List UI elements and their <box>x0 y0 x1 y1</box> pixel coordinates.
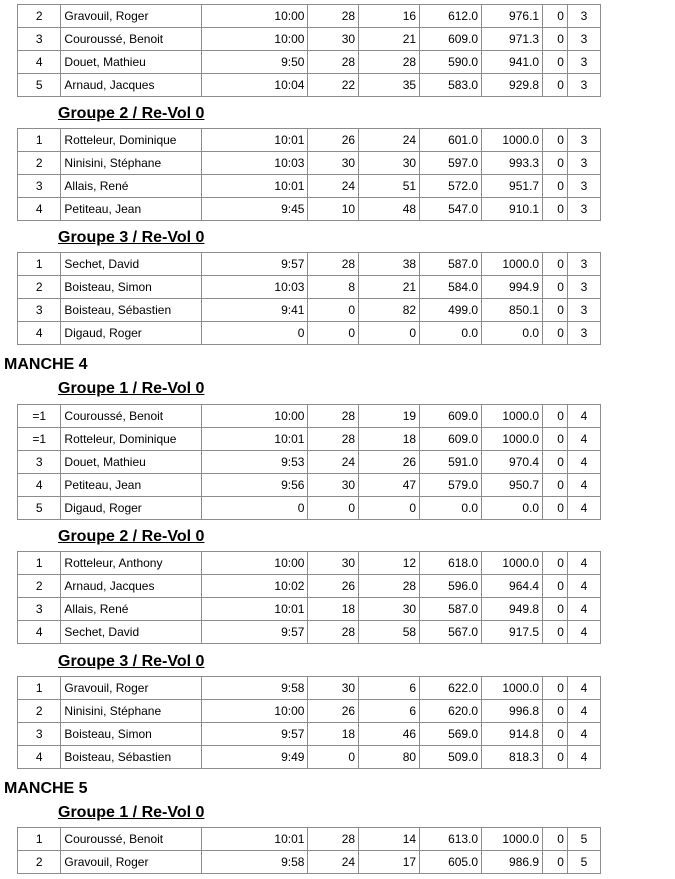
pilot-name-cell: Rotteleur, Dominique <box>61 428 202 451</box>
group-heading: Groupe 1 / Re-Vol 0 <box>58 380 205 397</box>
normalized-score-cell: 0.0 <box>482 322 543 345</box>
raw-score-cell: 612.0 <box>420 5 482 28</box>
normalized-score-cell: 964.4 <box>482 575 543 598</box>
manche-cell: 5 <box>567 828 600 851</box>
table-row <box>18 428 601 451</box>
landing-cell: 28 <box>308 253 359 276</box>
height-cell: 26 <box>359 451 420 474</box>
manche-cell: 4 <box>567 575 600 598</box>
normalized-score-cell: 1000.0 <box>482 428 543 451</box>
manche-heading: MANCHE 5 <box>4 780 88 797</box>
manche-cell: 3 <box>567 129 600 152</box>
penalty-cell: 0 <box>543 253 568 276</box>
table-row <box>18 723 601 746</box>
landing-cell: 26 <box>308 575 359 598</box>
height-cell: 6 <box>359 700 420 723</box>
raw-score-cell: 609.0 <box>420 28 482 51</box>
manche-cell: 3 <box>567 175 600 198</box>
penalty-cell: 0 <box>543 175 568 198</box>
rank-cell: 2 <box>18 276 61 299</box>
pilot-name-cell: Digaud, Roger <box>61 322 202 345</box>
manche-cell: 4 <box>567 621 600 644</box>
rank-cell: 1 <box>18 677 61 700</box>
rank-cell: 4 <box>18 474 61 497</box>
manche-cell: 4 <box>567 428 600 451</box>
rank-cell: 3 <box>18 175 61 198</box>
manche-heading: MANCHE 4 <box>4 356 88 373</box>
height-cell: 0 <box>359 322 420 345</box>
height-cell: 21 <box>359 28 420 51</box>
rank-cell: 2 <box>18 700 61 723</box>
table-row <box>18 451 601 474</box>
results-table <box>17 404 601 520</box>
rank-cell: 4 <box>18 51 61 74</box>
penalty-cell: 0 <box>543 621 568 644</box>
pilot-name-cell: Boisteau, Simon <box>61 723 202 746</box>
landing-cell: 30 <box>308 28 359 51</box>
flight-time-cell: 10:03 <box>201 152 307 175</box>
table-row <box>18 253 601 276</box>
pilot-name-cell: Ninisini, Stéphane <box>61 152 202 175</box>
raw-score-cell: 609.0 <box>420 405 482 428</box>
manche-cell: 3 <box>567 5 600 28</box>
raw-score-cell: 579.0 <box>420 474 482 497</box>
rank-cell: 1 <box>18 253 61 276</box>
height-cell: 38 <box>359 253 420 276</box>
penalty-cell: 0 <box>543 276 568 299</box>
height-cell: 21 <box>359 276 420 299</box>
landing-cell: 26 <box>308 700 359 723</box>
rank-cell: 4 <box>18 621 61 644</box>
manche-cell: 3 <box>567 299 600 322</box>
penalty-cell: 0 <box>543 828 568 851</box>
landing-cell: 10 <box>308 198 359 221</box>
pilot-name-cell: Rotteleur, Dominique <box>61 129 202 152</box>
results-table <box>17 4 601 97</box>
penalty-cell: 0 <box>543 198 568 221</box>
table-row <box>18 322 601 345</box>
table-row <box>18 677 601 700</box>
table-row <box>18 598 601 621</box>
manche-cell: 3 <box>567 152 600 175</box>
results-table <box>17 551 601 644</box>
manche-cell: 3 <box>567 276 600 299</box>
manche-cell: 4 <box>567 405 600 428</box>
normalized-score-cell: 993.3 <box>482 152 543 175</box>
manche-cell: 3 <box>567 253 600 276</box>
landing-cell: 0 <box>308 299 359 322</box>
normalized-score-cell: 941.0 <box>482 51 543 74</box>
height-cell: 35 <box>359 74 420 97</box>
rank-cell: 3 <box>18 451 61 474</box>
rank-cell: 3 <box>18 28 61 51</box>
raw-score-cell: 0.0 <box>420 322 482 345</box>
rank-cell: 2 <box>18 5 61 28</box>
rank-cell: 2 <box>18 851 61 874</box>
flight-time-cell: 10:01 <box>201 598 307 621</box>
table-row <box>18 851 601 874</box>
manche-cell: 3 <box>567 74 600 97</box>
manche-cell: 4 <box>567 746 600 769</box>
normalized-score-cell: 818.3 <box>482 746 543 769</box>
height-cell: 51 <box>359 175 420 198</box>
normalized-score-cell: 970.4 <box>482 451 543 474</box>
landing-cell: 24 <box>308 851 359 874</box>
table-row <box>18 474 601 497</box>
normalized-score-cell: 1000.0 <box>482 677 543 700</box>
landing-cell: 0 <box>308 746 359 769</box>
manche-cell: 4 <box>567 723 600 746</box>
landing-cell: 8 <box>308 276 359 299</box>
table-row <box>18 700 601 723</box>
flight-time-cell: 9:58 <box>201 851 307 874</box>
penalty-cell: 0 <box>543 451 568 474</box>
raw-score-cell: 605.0 <box>420 851 482 874</box>
height-cell: 0 <box>359 497 420 520</box>
table-row <box>18 497 601 520</box>
rank-cell: 4 <box>18 322 61 345</box>
penalty-cell: 0 <box>543 299 568 322</box>
raw-score-cell: 587.0 <box>420 253 482 276</box>
pilot-name-cell: Allais, René <box>61 598 202 621</box>
table-row <box>18 405 601 428</box>
table-row <box>18 51 601 74</box>
pilot-name-cell: Rotteleur, Anthony <box>61 552 202 575</box>
flight-time-cell: 10:00 <box>201 700 307 723</box>
height-cell: 28 <box>359 575 420 598</box>
table-row <box>18 198 601 221</box>
flight-time-cell: 10:00 <box>201 5 307 28</box>
rank-cell: 5 <box>18 74 61 97</box>
flight-time-cell: 0 <box>201 322 307 345</box>
penalty-cell: 0 <box>543 497 568 520</box>
penalty-cell: 0 <box>543 723 568 746</box>
raw-score-cell: 547.0 <box>420 198 482 221</box>
raw-score-cell: 596.0 <box>420 575 482 598</box>
rank-cell: 3 <box>18 723 61 746</box>
penalty-cell: 0 <box>543 598 568 621</box>
results-table <box>17 252 601 345</box>
raw-score-cell: 0.0 <box>420 497 482 520</box>
rank-cell: 2 <box>18 152 61 175</box>
table-row <box>18 828 601 851</box>
rank-cell: 3 <box>18 299 61 322</box>
raw-score-cell: 569.0 <box>420 723 482 746</box>
rank-cell: =1 <box>18 428 61 451</box>
pilot-name-cell: Ninisini, Stéphane <box>61 700 202 723</box>
raw-score-cell: 509.0 <box>420 746 482 769</box>
landing-cell: 22 <box>308 74 359 97</box>
height-cell: 48 <box>359 198 420 221</box>
penalty-cell: 0 <box>543 746 568 769</box>
rank-cell: 1 <box>18 552 61 575</box>
manche-cell: 4 <box>567 700 600 723</box>
landing-cell: 24 <box>308 175 359 198</box>
pilot-name-cell: Boisteau, Sébastien <box>61 299 202 322</box>
pilot-name-cell: Digaud, Roger <box>61 497 202 520</box>
pilot-name-cell: Arnaud, Jacques <box>61 575 202 598</box>
flight-time-cell: 9:56 <box>201 474 307 497</box>
normalized-score-cell: 949.8 <box>482 598 543 621</box>
penalty-cell: 0 <box>543 428 568 451</box>
manche-cell: 3 <box>567 28 600 51</box>
height-cell: 19 <box>359 405 420 428</box>
height-cell: 18 <box>359 428 420 451</box>
penalty-cell: 0 <box>543 51 568 74</box>
landing-cell: 28 <box>308 621 359 644</box>
raw-score-cell: 618.0 <box>420 552 482 575</box>
landing-cell: 26 <box>308 129 359 152</box>
results-table <box>17 128 601 221</box>
table-row <box>18 552 601 575</box>
pilot-name-cell: Sechet, David <box>61 621 202 644</box>
normalized-score-cell: 914.8 <box>482 723 543 746</box>
penalty-cell: 0 <box>543 152 568 175</box>
pilot-name-cell: Gravouil, Roger <box>61 677 202 700</box>
table-row <box>18 299 601 322</box>
table-row <box>18 129 601 152</box>
normalized-score-cell: 951.7 <box>482 175 543 198</box>
penalty-cell: 0 <box>543 322 568 345</box>
flight-time-cell: 10:02 <box>201 575 307 598</box>
rank-cell: 4 <box>18 746 61 769</box>
landing-cell: 28 <box>308 5 359 28</box>
flight-time-cell: 9:45 <box>201 198 307 221</box>
landing-cell: 30 <box>308 552 359 575</box>
table-row <box>18 276 601 299</box>
landing-cell: 18 <box>308 723 359 746</box>
pilot-name-cell: Arnaud, Jacques <box>61 74 202 97</box>
penalty-cell: 0 <box>543 405 568 428</box>
raw-score-cell: 613.0 <box>420 828 482 851</box>
normalized-score-cell: 929.8 <box>482 74 543 97</box>
table-row <box>18 621 601 644</box>
landing-cell: 24 <box>308 451 359 474</box>
raw-score-cell: 590.0 <box>420 51 482 74</box>
results-table <box>17 827 601 874</box>
height-cell: 30 <box>359 598 420 621</box>
pilot-name-cell: Petiteau, Jean <box>61 198 202 221</box>
pilot-name-cell: Gravouil, Roger <box>61 851 202 874</box>
flight-time-cell: 10:01 <box>201 129 307 152</box>
flight-time-cell: 9:41 <box>201 299 307 322</box>
flight-time-cell: 9:58 <box>201 677 307 700</box>
landing-cell: 30 <box>308 474 359 497</box>
penalty-cell: 0 <box>543 5 568 28</box>
manche-cell: 3 <box>567 51 600 74</box>
normalized-score-cell: 986.9 <box>482 851 543 874</box>
penalty-cell: 0 <box>543 575 568 598</box>
flight-time-cell: 10:01 <box>201 428 307 451</box>
penalty-cell: 0 <box>543 474 568 497</box>
landing-cell: 0 <box>308 497 359 520</box>
raw-score-cell: 567.0 <box>420 621 482 644</box>
table-row <box>18 5 601 28</box>
rank-cell: 3 <box>18 598 61 621</box>
table-row <box>18 74 601 97</box>
results-table <box>17 676 601 769</box>
rank-cell: 4 <box>18 198 61 221</box>
penalty-cell: 0 <box>543 851 568 874</box>
manche-cell: 4 <box>567 451 600 474</box>
normalized-score-cell: 1000.0 <box>482 253 543 276</box>
landing-cell: 30 <box>308 677 359 700</box>
rank-cell: 2 <box>18 575 61 598</box>
pilot-name-cell: Petiteau, Jean <box>61 474 202 497</box>
normalized-score-cell: 1000.0 <box>482 129 543 152</box>
flight-time-cell: 10:00 <box>201 552 307 575</box>
pilot-name-cell: Douet, Mathieu <box>61 51 202 74</box>
manche-cell: 4 <box>567 474 600 497</box>
rank-cell: 1 <box>18 129 61 152</box>
penalty-cell: 0 <box>543 74 568 97</box>
height-cell: 24 <box>359 129 420 152</box>
landing-cell: 28 <box>308 51 359 74</box>
flight-time-cell: 9:57 <box>201 723 307 746</box>
group-heading: Groupe 2 / Re-Vol 0 <box>58 528 205 545</box>
group-heading: Groupe 3 / Re-Vol 0 <box>58 229 205 246</box>
raw-score-cell: 622.0 <box>420 677 482 700</box>
pilot-name-cell: Allais, René <box>61 175 202 198</box>
rank-cell: 1 <box>18 828 61 851</box>
height-cell: 12 <box>359 552 420 575</box>
manche-cell: 4 <box>567 677 600 700</box>
flight-time-cell: 9:53 <box>201 451 307 474</box>
pilot-name-cell: Boisteau, Simon <box>61 276 202 299</box>
manche-cell: 4 <box>567 497 600 520</box>
height-cell: 82 <box>359 299 420 322</box>
landing-cell: 28 <box>308 428 359 451</box>
rank-cell: 5 <box>18 497 61 520</box>
raw-score-cell: 591.0 <box>420 451 482 474</box>
pilot-name-cell: Couroussé, Benoit <box>61 828 202 851</box>
landing-cell: 18 <box>308 598 359 621</box>
landing-cell: 0 <box>308 322 359 345</box>
flight-time-cell: 10:00 <box>201 28 307 51</box>
raw-score-cell: 587.0 <box>420 598 482 621</box>
height-cell: 6 <box>359 677 420 700</box>
flight-time-cell: 10:00 <box>201 405 307 428</box>
manche-cell: 3 <box>567 198 600 221</box>
normalized-score-cell: 1000.0 <box>482 828 543 851</box>
pilot-name-cell: Couroussé, Benoit <box>61 405 202 428</box>
flight-time-cell: 10:03 <box>201 276 307 299</box>
normalized-score-cell: 850.1 <box>482 299 543 322</box>
raw-score-cell: 601.0 <box>420 129 482 152</box>
raw-score-cell: 584.0 <box>420 276 482 299</box>
normalized-score-cell: 917.5 <box>482 621 543 644</box>
height-cell: 47 <box>359 474 420 497</box>
normalized-score-cell: 996.8 <box>482 700 543 723</box>
pilot-name-cell: Douet, Mathieu <box>61 451 202 474</box>
flight-time-cell: 10:04 <box>201 74 307 97</box>
normalized-score-cell: 994.9 <box>482 276 543 299</box>
pilot-name-cell: Boisteau, Sébastien <box>61 746 202 769</box>
flight-time-cell: 9:49 <box>201 746 307 769</box>
normalized-score-cell: 971.3 <box>482 28 543 51</box>
pilot-name-cell: Sechet, David <box>61 253 202 276</box>
raw-score-cell: 620.0 <box>420 700 482 723</box>
flight-time-cell: 9:57 <box>201 253 307 276</box>
normalized-score-cell: 976.1 <box>482 5 543 28</box>
manche-cell: 3 <box>567 322 600 345</box>
height-cell: 17 <box>359 851 420 874</box>
height-cell: 46 <box>359 723 420 746</box>
normalized-score-cell: 0.0 <box>482 497 543 520</box>
raw-score-cell: 572.0 <box>420 175 482 198</box>
group-heading: Groupe 2 / Re-Vol 0 <box>58 105 205 122</box>
group-heading: Groupe 1 / Re-Vol 0 <box>58 804 205 821</box>
manche-cell: 4 <box>567 552 600 575</box>
penalty-cell: 0 <box>543 700 568 723</box>
height-cell: 14 <box>359 828 420 851</box>
flight-time-cell: 10:01 <box>201 828 307 851</box>
landing-cell: 30 <box>308 152 359 175</box>
normalized-score-cell: 1000.0 <box>482 405 543 428</box>
manche-cell: 5 <box>567 851 600 874</box>
manche-cell: 4 <box>567 598 600 621</box>
table-row <box>18 575 601 598</box>
rank-cell: =1 <box>18 405 61 428</box>
height-cell: 58 <box>359 621 420 644</box>
raw-score-cell: 597.0 <box>420 152 482 175</box>
table-row <box>18 28 601 51</box>
raw-score-cell: 499.0 <box>420 299 482 322</box>
normalized-score-cell: 910.1 <box>482 198 543 221</box>
penalty-cell: 0 <box>543 28 568 51</box>
pilot-name-cell: Gravouil, Roger <box>61 5 202 28</box>
table-row <box>18 152 601 175</box>
penalty-cell: 0 <box>543 552 568 575</box>
flight-time-cell: 10:01 <box>201 175 307 198</box>
normalized-score-cell: 1000.0 <box>482 552 543 575</box>
flight-time-cell: 0 <box>201 497 307 520</box>
height-cell: 30 <box>359 152 420 175</box>
group-heading: Groupe 3 / Re-Vol 0 <box>58 653 205 670</box>
landing-cell: 28 <box>308 405 359 428</box>
flight-time-cell: 9:50 <box>201 51 307 74</box>
height-cell: 28 <box>359 51 420 74</box>
penalty-cell: 0 <box>543 677 568 700</box>
height-cell: 80 <box>359 746 420 769</box>
raw-score-cell: 583.0 <box>420 74 482 97</box>
penalty-cell: 0 <box>543 129 568 152</box>
pilot-name-cell: Couroussé, Benoit <box>61 28 202 51</box>
table-row <box>18 175 601 198</box>
raw-score-cell: 609.0 <box>420 428 482 451</box>
table-row <box>18 746 601 769</box>
flight-time-cell: 9:57 <box>201 621 307 644</box>
normalized-score-cell: 950.7 <box>482 474 543 497</box>
landing-cell: 28 <box>308 828 359 851</box>
height-cell: 16 <box>359 5 420 28</box>
